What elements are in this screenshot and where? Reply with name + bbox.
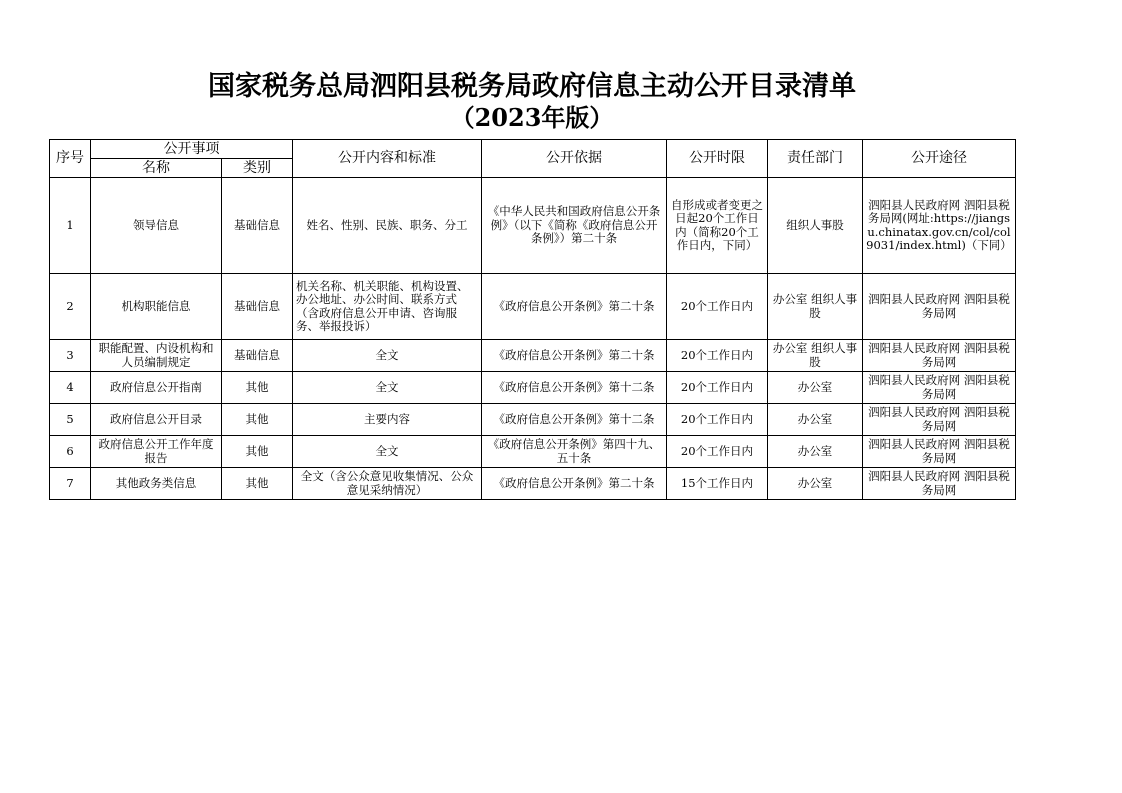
cell-time-limit: 20个工作日内 [667, 274, 768, 340]
cell-category: 其他 [222, 436, 293, 468]
header-row-1 [50, 140, 1016, 159]
cell-department: 组织人事股 [768, 178, 863, 274]
document-title: 国家税务总局泗阳县税务局政府信息主动公开目录清单 [208, 71, 856, 102]
cell-category: 其他 [222, 468, 293, 500]
cell-name: 政府信息公开指南 [91, 372, 222, 404]
header-basis: 公开依据 [482, 140, 667, 178]
cell-name: 政府信息公开目录 [91, 404, 222, 436]
table-row [50, 468, 1016, 500]
header-seq: 序号 [50, 140, 91, 178]
header-name: 名称 [91, 159, 222, 178]
cell-channel: 泗阳县人民政府网 泗阳县税务局网(网址:https://jiangsu.chinatax.gov.cn/col/col9031/index.html)（下同） [863, 178, 1016, 274]
cell-name: 机构职能信息 [91, 274, 222, 340]
cell-seq: 4 [50, 372, 91, 404]
cell-name: 领导信息 [91, 178, 222, 274]
cell-department: 办公室 组织人事股 [768, 274, 863, 340]
cell-content: 全文 [293, 436, 482, 468]
cell-content: 机关名称、机关职能、机构设置、办公地址、办公时间、联系方式（含政府信息公开申请、咨询服务、举报投诉） [293, 274, 482, 340]
cell-department: 办公室 [768, 436, 863, 468]
header-time-limit: 公开时限 [667, 140, 768, 178]
cell-content: 主要内容 [293, 404, 482, 436]
cell-seq: 3 [50, 340, 91, 372]
cell-category: 其他 [222, 404, 293, 436]
cell-seq: 7 [50, 468, 91, 500]
cell-name: 政府信息公开工作年度报告 [91, 436, 222, 468]
cell-time-limit: 自形成或者变更之日起20个工作日内（简称20个工作日内，下同） [667, 178, 768, 274]
cell-time-limit: 20个工作日内 [667, 372, 768, 404]
cell-basis: 《政府信息公开条例》第十二条 [482, 372, 667, 404]
cell-channel: 泗阳县人民政府网 泗阳县税务局网 [863, 340, 1016, 372]
cell-category: 基础信息 [222, 340, 293, 372]
header-item-group: 公开事项 [91, 140, 293, 159]
cell-content: 全文 [293, 340, 482, 372]
cell-time-limit: 20个工作日内 [667, 404, 768, 436]
cell-category: 其他 [222, 372, 293, 404]
cell-name: 职能配置、内设机构和人员编制规定 [91, 340, 222, 372]
cell-channel: 泗阳县人民政府网 泗阳县税务局网 [863, 404, 1016, 436]
cell-basis: 《政府信息公开条例》第二十条 [482, 340, 667, 372]
cell-basis: 《中华人民共和国政府信息公开条例》（以下《简称《政府信息公开条例》）第二十条 [482, 178, 667, 274]
cell-time-limit: 15个工作日内 [667, 468, 768, 500]
cell-department: 办公室 组织人事股 [768, 340, 863, 372]
table-row [50, 340, 1016, 372]
table-row [50, 436, 1016, 468]
header-content: 公开内容和标准 [293, 140, 482, 178]
cell-seq: 5 [50, 404, 91, 436]
cell-category: 基础信息 [222, 178, 293, 274]
header-department: 责任部门 [768, 140, 863, 178]
table-row [50, 404, 1016, 436]
cell-time-limit: 20个工作日内 [667, 340, 768, 372]
cell-channel: 泗阳县人民政府网 泗阳县税务局网 [863, 372, 1016, 404]
header-channel: 公开途径 [863, 140, 1016, 178]
cell-name: 其他政务类信息 [91, 468, 222, 500]
table-row [50, 274, 1016, 340]
cell-category: 基础信息 [222, 274, 293, 340]
cell-channel: 泗阳县人民政府网 泗阳县税务局网 [863, 274, 1016, 340]
table-row [50, 372, 1016, 404]
cell-basis: 《政府信息公开条例》第十二条 [482, 404, 667, 436]
cell-seq: 2 [50, 274, 91, 340]
header-category: 类别 [222, 159, 293, 178]
cell-content: 全文（含公众意见收集情况、公众意见采纳情况） [293, 468, 482, 500]
cell-seq: 6 [50, 436, 91, 468]
cell-basis: 《政府信息公开条例》第四十九、五十条 [482, 436, 667, 468]
cell-basis: 《政府信息公开条例》第二十条 [482, 274, 667, 340]
cell-seq: 1 [50, 178, 91, 274]
cell-basis: 《政府信息公开条例》第二十条 [482, 468, 667, 500]
disclosure-table [49, 139, 1016, 500]
cell-department: 办公室 [768, 404, 863, 436]
cell-content: 全文 [293, 372, 482, 404]
cell-department: 办公室 [768, 468, 863, 500]
cell-channel: 泗阳县人民政府网 泗阳县税务局网 [863, 468, 1016, 500]
table-row [50, 178, 1016, 274]
cell-department: 办公室 [768, 372, 863, 404]
cell-content: 姓名、性别、民族、职务、分工 [293, 178, 482, 274]
cell-time-limit: 20个工作日内 [667, 436, 768, 468]
cell-channel: 泗阳县人民政府网 泗阳县税务局网 [863, 436, 1016, 468]
document-subtitle: （2023年版） [450, 103, 614, 132]
